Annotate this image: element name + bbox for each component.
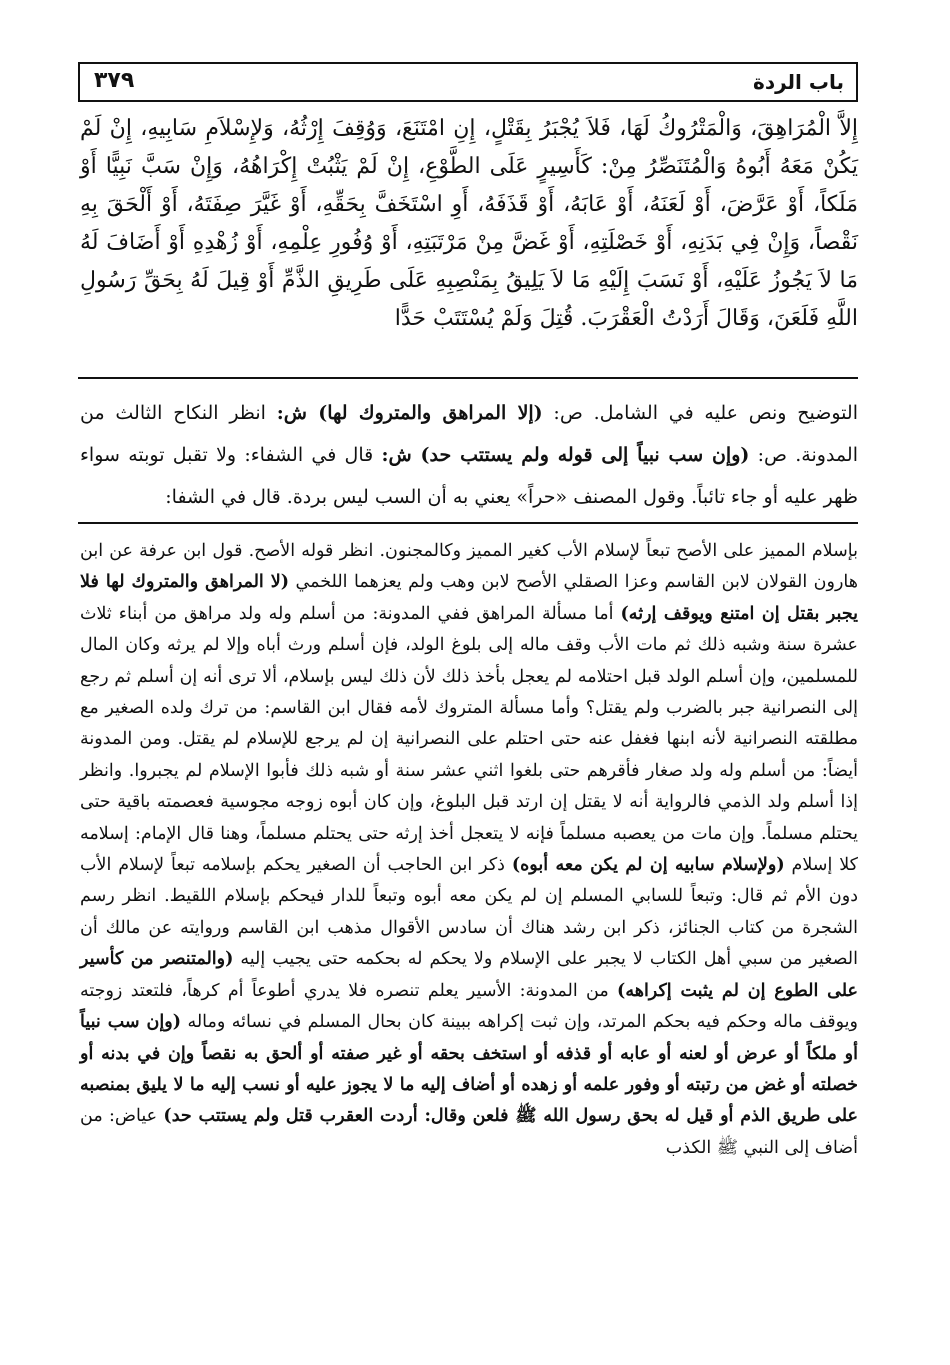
commentary-quote: (ولإسلام سابيه إن لم يكن معه أبوه) xyxy=(511,855,785,876)
commentary-text: عياض: من أضاف إلى النبي ﷺ الكذب xyxy=(80,1106,858,1158)
commentary-text: قال في الشفاء: ولا تقبل توبته سواء ظهر عليه أو جاء تائباً. وقول المصنف «حراً» يعني به أن السب ليس بردة. قال في الشفا: xyxy=(80,444,858,508)
upper-commentary-block xyxy=(80,392,858,518)
page-header xyxy=(78,62,858,102)
matn-paragraph: إِلاَّ الْمُرَاهِقَ، وَالْمَتْرُوكُ لَهَا، فَلاَ يُجْبَرُ بِقَتْلٍ، إِنِ امْتَنَعَ، وَوُقِفَ إِرْثُهُ، وَلإِسْلاَمِ سَابِيهِ، إِنْ لَمْ يَكُنْ مَعَهُ أَبُوهُ وَالْمُتَنَصِّرُ مِنْ: كَأَسِيرٍ عَلَى الطَّوْعِ، إِنْ لَمْ يَثْبُتْ إِكْرَاهُهُ، وَإِنْ سَبَّ نَبِيًّا أَوْ مَلَكاً، أَوْ عَرَّضَ، أَوْ لَعَنَهُ، أَوْ عَابَهُ، أَوْ قَذَفَهُ، أَوِ اسْتَخَفَّ بِحَقِّهِ، أَوْ غَيَّرَ صِفَتَهُ، أَوْ أَلْحَقَ بِهِ نَقْصاً، وَإِنْ فِي بَدَنِهِ، أَوْ خَصْلَتِهِ، أَوْ غَضَّ مِنْ مَرْتَبَتِهِ، أَوْ وُفُورِ عِلْمِهِ، أَوْ زُهْدِهِ أَوْ أَضَافَ لَهُ مَا لاَ يَجُوزُ عَلَيْهِ، أَوْ نَسَبَ إِلَيْهِ مَا لاَ يَلِيقُ بِمَنْصِبِهِ عَلَى طَرِيقِ الذَّمِّ أَوْ قِيلَ لَهُ بِحَقِّ رَسُولِ اللَّهِ فَلَعَنَ، وَقَالَ أَرَدْتُ الْعَقْرَبَ. قُتِلَ وَلَمْ يُسْتَتَبْ حَدًّا xyxy=(80,116,858,331)
commentary-text: ذكر ابن الحاجب أن الصغير يحكم بإسلامه تبعاً لإسلام الأب دون الأم ثم قال: وتبعاً للسابي المسلم إن لم يكن معه أبوه وتبعاً للدار فيحكم بإسلام اللقيط. انظر رسم الشجرة من كتاب الجنائز، ذكر ابن رشد هناك أن سادس الأقوال مذهب ابن القاسم وروايته عن مالك أن الصغير من سبي أهل الكتاب لا يجبر على الإسلام ولا يحكم له بحكمه حتى يجيب إليه xyxy=(80,855,858,970)
commentary-quote: (إلا المراهق والمتروك لها) ش: xyxy=(276,402,543,424)
chapter-title: باب الردة xyxy=(753,70,844,94)
commentary-quote: (وإن سب نبياً إلى قوله ولم يستتب حد) ش: xyxy=(381,444,750,466)
commentary-quote: (لا المراهق والمتروك لها فلا يجبر بقتل إن امتنع ويوقف إرثه) xyxy=(80,572,858,624)
commentary-quote: (وإن سب نبياً أو ملكاً أو عرض أو لعنه أو عابه أو قذفه أو استخف بحقه أو غير صفته أو ألحق به نقصاً وإن في بدنه أو خصلته أو غض من رتبته أو وفور علمه أو زهده أو أضاف إليه ما لا يجوز عليه أو نسب إليه ما لا يليق بمنصبه على طريق الذم أو قيل له بحق رسول الله ﷺ فلعن وقال: أردت العقرب قتل ولم يستتب حد) xyxy=(80,1012,859,1127)
commentary-text: أما مسألة المراهق ففي المدونة: من أسلم وله ولد مراهق من أبناء ثلاث عشرة سنة وشبه ذلك ثم مات الأب وقف ماله إلى بلوغ الولد، فإن أسلم ورث أباه وإلا لم يرثه وكان المال للمسلمين، وإن أسلم الولد قبل احتلامه لم يعجل بأخذ ذلك لأن ذلك ليس بإسلام، ألا ترى أنه إن أسلم ثم رجع إلى النصرانية جبر بالضرب ولم يقتل؟ وأما مسألة المتروك لأمه فقال ابن القاسم: من ترك ولده الصغير مع مطلقته النصرانية لأنه ابنها فغفل عنه حتى احتلم على النصرانية إن لم يرجع للإسلام لم يقتل. ومن المدونة أيضاً: من أسلم وله ولد صغار فأقرهم حتى بلغوا اثني عشر سنة أو شبه ذلك فأبوا الإسلام لم يجبروا. وانظر إذا أسلم ولد الذمي فالرواية أنه لا يقتل إن ارتد قبل البلوغ، وإن كان أبوه زوجه مجوسية فعصمته باقية حتى يحتلم مسلماً. وإن مات من يعصبه مسلماً فإنه لا يتعجل أخذ إرثه حتى يحتلم مسلماً، وهنا قال الإمام: إسلامه كلا إسلام xyxy=(80,603,858,876)
commentary-text: من المدونة: الأسير يعلم تنصره فلا يدري أطوعاً أم كرهاً، فلتعتد زوجته ويوقف ماله وحكم فيه بحكم المرتد، وإن ثبت إكراهه ببينة كان بحال المسلم في نسائه وماله xyxy=(80,980,858,1033)
commentary-text: التوضيح ونص عليه في الشامل. ص: xyxy=(542,402,858,424)
main-text-block xyxy=(80,110,858,338)
divider-line xyxy=(78,522,858,524)
page-number: ٣٧٩ xyxy=(94,68,135,93)
commentary-text: بإسلام المميز على الأصح تبعاً لإسلام الأب كغير المميز وكالمجنون. انظر قوله الأصح. قول ابن عرفة عن ابن هارون القولان لابن القاسم وعزا الصقلي الأصح لابن وهب ولم يعزهما اللخمي xyxy=(80,541,858,593)
commentary-quote: (والمتنصر من كأسير على الطوع إن لم يثبت إكراهه) xyxy=(80,949,858,1001)
lower-commentary-block xyxy=(80,536,858,1164)
commentary-text: انظر النكاح الثالث من المدونة. ص: xyxy=(80,402,858,466)
upper-commentary-paragraph xyxy=(80,392,858,518)
lower-commentary-paragraph xyxy=(80,536,858,1164)
divider-line xyxy=(78,377,858,379)
